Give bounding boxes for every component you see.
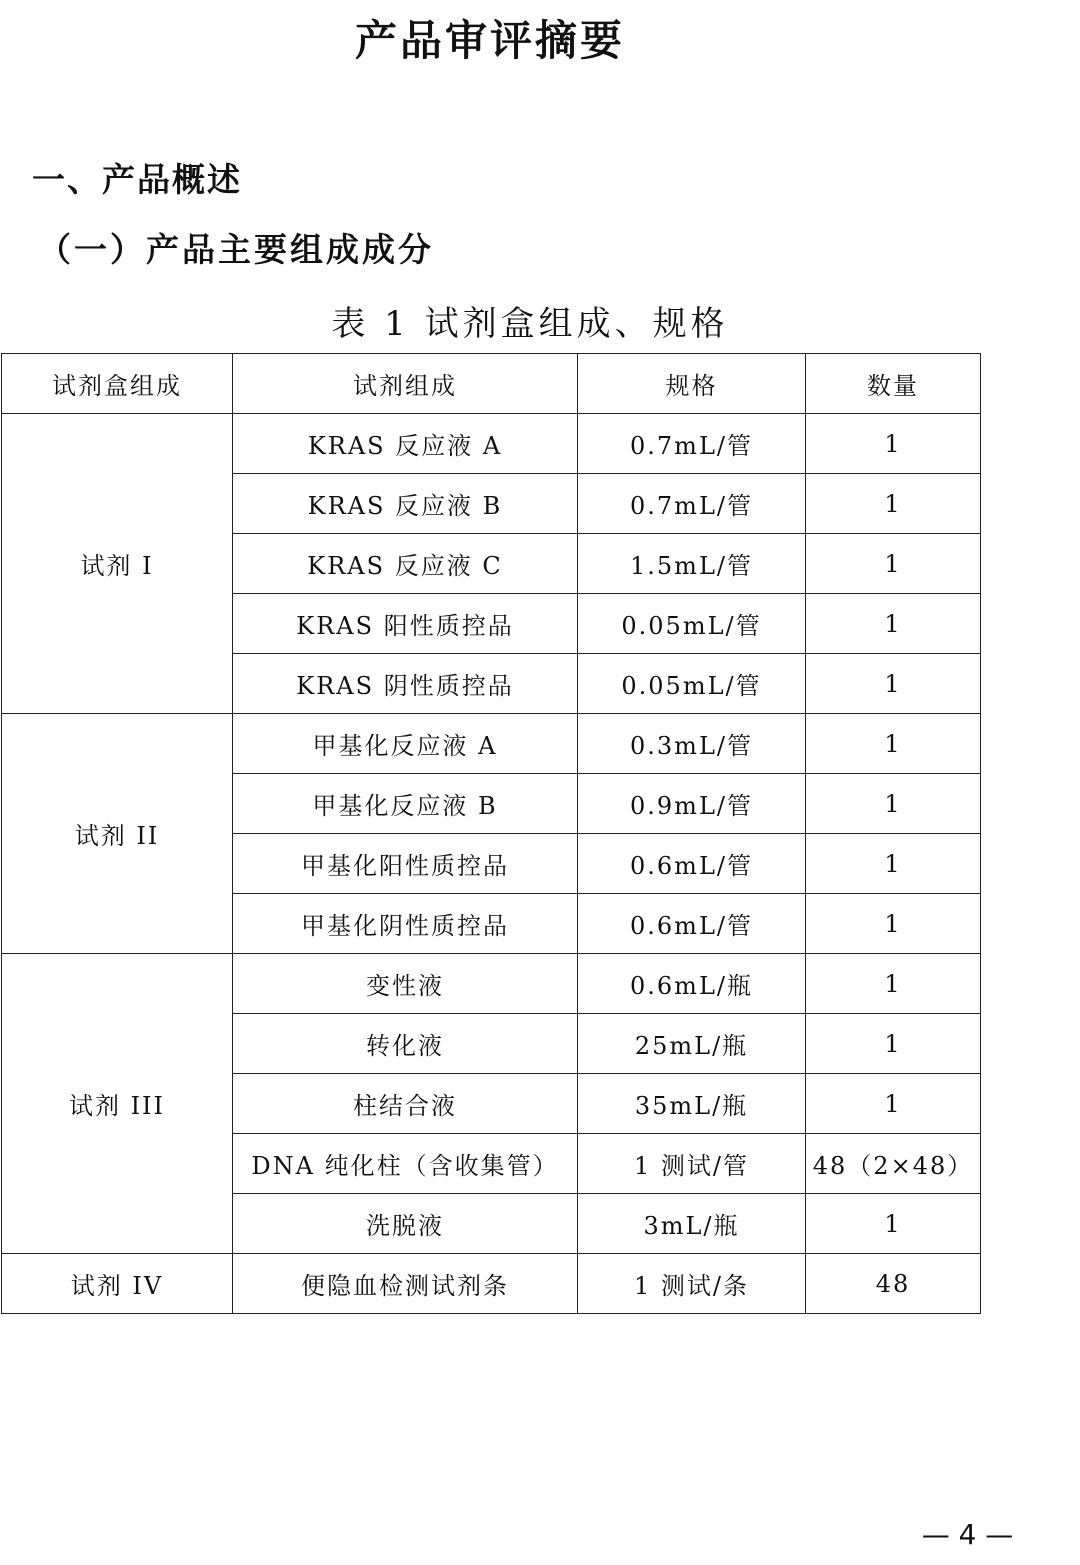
specification-cell: 0.05mL/管 xyxy=(578,654,806,714)
reagent-cell: KRAS 阳性质控品 xyxy=(233,594,578,654)
quantity-cell: 1 xyxy=(806,954,981,1014)
reagent-cell: 甲基化反应液 A xyxy=(233,714,578,774)
table-header-row xyxy=(2,354,981,414)
specification-cell: 0.05mL/管 xyxy=(578,594,806,654)
document-title: 产品审评摘要 xyxy=(354,16,625,65)
kit-group-cell: 试剂 II xyxy=(2,714,233,954)
quantity-cell: 48 xyxy=(806,1254,981,1314)
quantity-cell: 1 xyxy=(806,1194,981,1254)
table-row xyxy=(2,1254,981,1314)
reagent-cell: 转化液 xyxy=(233,1014,578,1074)
specification-cell: 3mL/瓶 xyxy=(578,1194,806,1254)
subsection-heading: （一）产品主要组成成分 xyxy=(38,230,434,269)
header-reagent: 试剂组成 xyxy=(233,354,578,414)
quantity-cell: 1 xyxy=(806,774,981,834)
specification-cell: 35mL/瓶 xyxy=(578,1074,806,1134)
reagent-cell: KRAS 反应液 C xyxy=(233,534,578,594)
specification-cell: 0.6mL/管 xyxy=(578,834,806,894)
reagent-cell: KRAS 阴性质控品 xyxy=(233,654,578,714)
quantity-cell: 1 xyxy=(806,1074,981,1134)
quantity-cell: 1 xyxy=(806,474,981,534)
reagent-cell: 洗脱液 xyxy=(233,1194,578,1254)
specification-cell: 0.6mL/瓶 xyxy=(578,954,806,1014)
specification-cell: 0.3mL/管 xyxy=(578,714,806,774)
header-specification: 规格 xyxy=(578,354,806,414)
header-quantity: 数量 xyxy=(806,354,981,414)
section-heading: 一、产品概述 xyxy=(32,160,242,199)
reagent-cell: 柱结合液 xyxy=(233,1074,578,1134)
reagent-cell: 便隐血检测试剂条 xyxy=(233,1254,578,1314)
quantity-cell: 48（2×48） xyxy=(806,1134,981,1194)
kit-group-cell: 试剂 I xyxy=(2,414,233,714)
kit-group-cell: 试剂 IV xyxy=(2,1254,233,1314)
quantity-cell: 1 xyxy=(806,594,981,654)
specification-cell: 0.6mL/管 xyxy=(578,894,806,954)
specification-cell: 25mL/瓶 xyxy=(578,1014,806,1074)
reagent-cell: KRAS 反应液 A xyxy=(233,414,578,474)
specification-cell: 0.7mL/管 xyxy=(578,474,806,534)
specification-cell: 1.5mL/管 xyxy=(578,534,806,594)
specification-cell: 1 测试/条 xyxy=(578,1254,806,1314)
table-row xyxy=(2,414,981,474)
table-row xyxy=(2,954,981,1014)
reagent-cell: 甲基化反应液 B xyxy=(233,774,578,834)
reagent-cell: 甲基化阳性质控品 xyxy=(233,834,578,894)
specification-cell: 0.7mL/管 xyxy=(578,414,806,474)
table-caption: 表 1 试剂盒组成、规格 xyxy=(331,304,729,344)
table-body xyxy=(2,414,981,1314)
reagent-cell: KRAS 反应液 B xyxy=(233,474,578,534)
quantity-cell: 1 xyxy=(806,1014,981,1074)
kit-composition-table xyxy=(1,353,981,1314)
reagent-cell: 甲基化阴性质控品 xyxy=(233,894,578,954)
kit-group-cell: 试剂 III xyxy=(2,954,233,1254)
reagent-cell: DNA 纯化柱（含收集管） xyxy=(233,1134,578,1194)
reagent-cell: 变性液 xyxy=(233,954,578,1014)
quantity-cell: 1 xyxy=(806,654,981,714)
quantity-cell: 1 xyxy=(806,414,981,474)
quantity-cell: 1 xyxy=(806,714,981,774)
table-row xyxy=(2,714,981,774)
specification-cell: 0.9mL/管 xyxy=(578,774,806,834)
quantity-cell: 1 xyxy=(806,834,981,894)
page-number: — 4 — xyxy=(921,1518,1014,1551)
specification-cell: 1 测试/管 xyxy=(578,1134,806,1194)
quantity-cell: 1 xyxy=(806,534,981,594)
quantity-cell: 1 xyxy=(806,894,981,954)
header-kit-component: 试剂盒组成 xyxy=(2,354,233,414)
